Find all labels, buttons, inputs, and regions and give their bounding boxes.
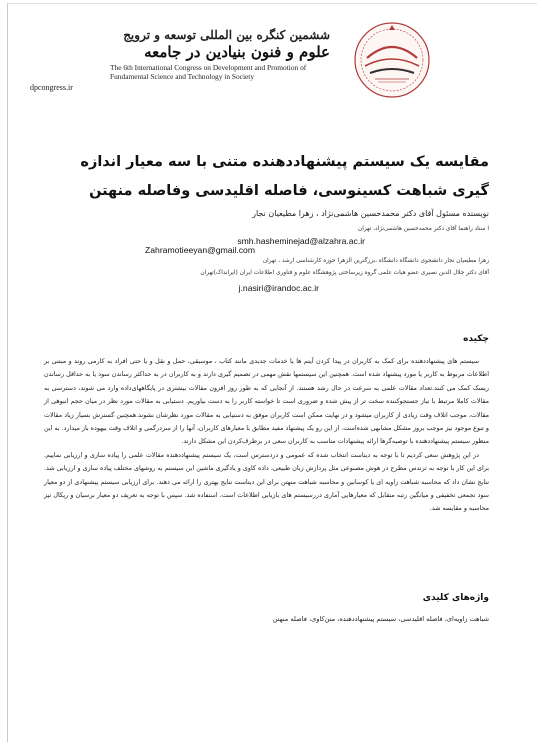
- keywords-list: شباهت زاویه‌ای، فاصله اقلیدسی، سیستم پیشنهاددهنده، متن‌کاوی، فاصله منهتن: [272, 615, 489, 623]
- abstract-paragraph-1: سیستم های پیشنهاددهنده برای کمک به کاربران در پیدا کردن آیتم ها یا خدمات جدیدی مانند کتاب ، موسیقی، حمل و نقل و یا حتی افراد به کارمی روند و مبتنی بر اطلاعات مربوط به کاربر یا مورد پیشنهاد شده است. همچنین این سیستمها نقش مهمی در تصمیم گیری دارند و به کاربران در به حداکثر رساندن سود یا به حداقل رساندن ریسک کمک می کنند.تعداد مقالات علمی به سرعت در حال رشد هستند. از آنجایی که به طور روز افزون مقالات بیشتری در پایگاههای‌داده وارد می شوند، دسترسی به مقالات کاملا مرتبط با نیاز جستجوکننده سخت تر از پیش شده و ضروری است تا خواسته کاربر را به دست بیاوریم. دستیابی به مقالات مورد نظر در میان حجم انبوهی از مقالات، موجب اتلاف وقت زیادی از کاربران میشود و در نهایت ممکن است کاربران موفق به دستیابی به مقالات مورد نظرشان نشوند.همچنین گسترش بسیار زیاد مقالات و تنوع موجود نیز موجب بروز مشکل مشابهی شده‌است. از این رو یک پیشنهاد مفید مطابق با معیارهای کاربران، آنها را از سردرگمی و اتلاف وقت بیهوده باز میدارد. به این منظور سیستم پیشنهاددهنده با توصیه‌گرها ارائه پیشنهادات مناسب به کاربران سعی در برطرف‌کردن این مشکل دارند.: [44, 358, 489, 446]
- paper-title: مقایسه یک سیستم پیشنهاددهنده متنی با سه معیار اندازه گیری شباهت کسینوسی، فاصله اقلیدسی وفاصله منهتن: [80, 154, 489, 199]
- congress-fa-line1: ششمین کنگره بین المللی توسعه و ترویج: [123, 28, 330, 42]
- email-2: Zahramotieeyan@gmail.com: [145, 245, 255, 255]
- congress-logo-seal: [337, 20, 447, 100]
- congress-fa-line2: علوم و فنون بنیادین در جامعه: [144, 43, 330, 61]
- authors-line: نویسنده مسئول آقای دکتر محمدحسین هاشمی‌نژاد ، زهرا مطیعیان نجار: [252, 209, 489, 218]
- abstract-heading: چکیده: [463, 334, 489, 344]
- keywords-heading: واژه‌های کلیدی: [422, 593, 489, 603]
- email-1: smh.hasheminejad@alzahra.ac.ir: [237, 236, 365, 246]
- abstract-body: [44, 355, 489, 516]
- congress-title-block: [30, 28, 330, 92]
- congress-en-title: The 6th International Congress on Development and Promotion of Fundamental Science and Technology in Society: [110, 63, 307, 81]
- affiliation-3: آقای دکتر جلال الدین نصیری عضو هیات علمی گروه زیرساختی پژوهشگاه علوم و فناوری اطلاعات ایران (ایرانداک)تهران: [200, 270, 489, 276]
- email-3: j.nasiri@irandoc.ac.ir: [238, 283, 319, 293]
- affiliation-1: ا ستاد راهنما آقای دکتر محمدحسین هاشمی‌نژاد، تهران: [357, 226, 489, 232]
- congress-website: dpcongress.ir: [30, 83, 73, 92]
- abstract-paragraph-2: در این پژوهش سعی کردیم تا با توجه به دیتاست انتخاب شده که عمومی و دردسترس است، یک سیستم پیشنهاددهنده مقالات علمی را پیاده سازی و ارزیابی نماییم. برای این کار با توجه به ترندس مطرح در هوش مصنوعی مثل پردازش زبان طبیعی، داده کاوی و یادگیری ماشین این سیستم به روشهای مختلف پیاده سازی و ارزیابی شد. نتایج نشان داد که محاسبه شباهت زاویه ای یا کوسانین و محاسبه شباهت منهتن برای این دیتاست نتایج بهتری را ارائه می دهند. برای ارزیابی سیستم پیشنهادی از دو معیار سود تجمعی تخفیفی و میانگین رتبه متقابل که معیارهایی آماری دررسیستم های بازیابی اطلاعات است، استفاده شد. سپس با توجه به تعریف دو معیار برسیان و ریکال نیز محاسبه و مقایسه شد.: [44, 451, 489, 513]
- paper-page: [7, 3, 537, 742]
- congress-header: [8, 10, 537, 110]
- affiliation-2: زهرا مطیعیان نجار دانشجوی دانشگاه دانشگاه ،بزرگترین الزهرا حوزه کارشناسی ارشد ، تهران: [262, 258, 489, 264]
